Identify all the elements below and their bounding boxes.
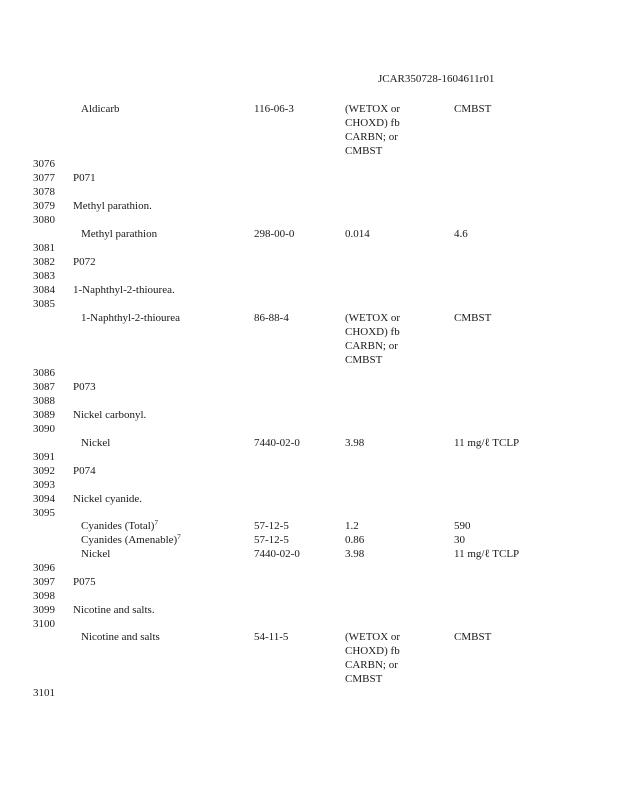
line-number: 3097: [33, 576, 55, 588]
cas-number: 57-12-5: [254, 534, 289, 546]
wastewater-standard: 3.98: [345, 548, 365, 560]
line-number: 3086: [33, 367, 55, 379]
line-number: 3089: [33, 409, 55, 421]
line-number: 3080: [33, 214, 55, 226]
nonwastewater-standard: CMBST: [454, 312, 492, 324]
waste-name-heading: Nicotine and salts.: [73, 604, 155, 616]
cas-number: 54-11-5: [254, 631, 289, 643]
document-id: JCAR350728-1604611r01: [378, 73, 495, 85]
footnote-marker: 7: [177, 533, 181, 541]
line-number: 3088: [33, 395, 55, 407]
footnote-marker: 7: [154, 519, 158, 527]
waste-code-heading: P074: [73, 465, 96, 477]
waste-name-heading: Nickel cyanide.: [73, 493, 143, 505]
line-number: 3098: [33, 590, 55, 602]
nonwastewater-standard: 11 mg/ℓ TCLP: [454, 548, 520, 560]
waste-name-heading: Nickel carbonyl.: [73, 409, 147, 421]
line-number: 3085: [33, 298, 55, 310]
wastewater-standard: 1.2: [345, 520, 359, 532]
constituent-name: Cyanides (Amenable)$^7$: [81, 533, 181, 546]
constituent-name: Nickel: [81, 548, 111, 560]
line-number: 3090: [33, 423, 55, 435]
line-number: 3081: [33, 242, 55, 254]
line-number: 3091: [33, 451, 55, 463]
line-number: 3096: [33, 562, 55, 574]
waste-code-heading: P071: [73, 172, 96, 184]
nonwastewater-standard: 30: [454, 534, 465, 546]
line-number: 3092: [33, 465, 55, 477]
wastewater-standard: 3.98: [345, 437, 365, 449]
line-number: 3076: [33, 158, 55, 170]
nonwastewater-standard: 11 mg/ℓ TCLP: [454, 437, 520, 449]
cas-number: 116-06-3: [254, 103, 294, 115]
line-number: 3100: [33, 618, 55, 630]
waste-code-heading: P073: [73, 381, 96, 393]
wastewater-standard: (WETOX or CHOXD) fb CARBN; or CMBST: [345, 631, 401, 685]
nonwastewater-standard: 4.6: [454, 228, 468, 240]
wastewater-standard: (WETOX or CHOXD) fb CARBN; or CMBST: [345, 103, 401, 157]
constituent-name: Aldicarb: [81, 103, 120, 115]
wastewater-standard: 0.86: [345, 534, 365, 546]
waste-name-heading: Methyl parathion.: [73, 200, 152, 212]
waste-code-heading: P075: [73, 576, 96, 588]
wastewater-standard: (WETOX or CHOXD) fb CARBN; or CMBST: [345, 312, 401, 366]
line-number: 3099: [33, 604, 55, 616]
wastewater-standard: 0.014: [345, 228, 370, 240]
cas-number: 86-88-4: [254, 312, 289, 324]
waste-code-heading: P072: [73, 256, 96, 268]
constituent-name: Methyl parathion: [81, 228, 158, 240]
waste-name-heading: 1-Naphthyl-2-thiourea.: [73, 284, 175, 296]
nonwastewater-standard: CMBST: [454, 103, 492, 115]
line-number: 3082: [33, 256, 55, 268]
cas-number: 7440-02-0: [254, 437, 300, 449]
line-number: 3095: [33, 507, 55, 519]
line-number: 3079: [33, 200, 55, 212]
line-number: 3077: [33, 172, 55, 184]
constituent-name: Cyanides (Total)$^7$: [81, 519, 158, 532]
constituent-name: 1-Naphthyl-2-thiourea: [81, 312, 180, 324]
cas-number: 298-00-0: [254, 228, 295, 240]
line-number: 3093: [33, 479, 55, 491]
constituent-name: Nicotine and salts: [81, 631, 160, 643]
nonwastewater-standard: 590: [454, 520, 471, 532]
line-number: 3087: [33, 381, 55, 393]
line-number: 3083: [33, 270, 55, 282]
constituent-name: Nickel: [81, 437, 111, 449]
cas-number: 57-12-5: [254, 520, 289, 532]
line-number: 3101: [33, 687, 55, 699]
nonwastewater-standard: CMBST: [454, 631, 492, 643]
line-number: 3084: [33, 284, 55, 296]
line-number: 3094: [33, 493, 55, 505]
line-number: 3078: [33, 186, 55, 198]
cas-number: 7440-02-0: [254, 548, 300, 560]
